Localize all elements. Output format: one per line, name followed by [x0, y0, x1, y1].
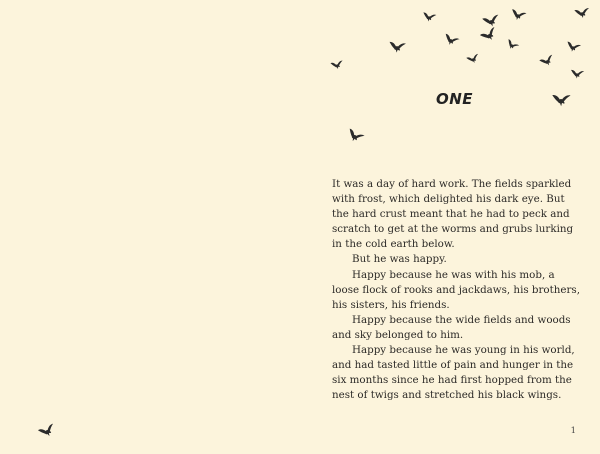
- paragraph: It was a day of hard work. The fields sparkled with frost, which delighted his dark eye. But the hard crust meant that he had to peck and scratch to get at the worms and grubs lurking in the cold earth below.: [332, 178, 574, 251]
- chapter-body-text: [332, 177, 580, 403]
- bird-icon: [441, 31, 461, 49]
- bird-icon: [465, 52, 481, 66]
- right-page: [300, 0, 600, 454]
- bird-icon: [344, 125, 367, 146]
- chapter-title: ONE: [436, 90, 474, 108]
- paragraph: Happy because he was young in his world, and had tasted little of pain and hunger in the six months since he had first hopped from the nest of twigs and stretched his black wings.: [332, 344, 575, 402]
- bird-icon: [573, 6, 590, 20]
- bird-icon: [387, 39, 407, 56]
- bird-icon: [503, 37, 520, 53]
- page-number: 1: [570, 426, 576, 436]
- bird-icon: [550, 91, 571, 108]
- bird-icon: [538, 53, 556, 69]
- bird-icon: [330, 59, 345, 71]
- paragraph: Happy because the wide fields and woods and sky belonged to him.: [332, 313, 571, 341]
- paragraph: But he was happy.: [352, 253, 447, 266]
- bird-icon: [421, 10, 438, 25]
- paragraph: Happy because he was with his mob, a loose flock of rooks and jackdaws, his brothers, his sisters, his friends.: [332, 268, 580, 311]
- bird-icon: [569, 67, 585, 81]
- bird-icon: [36, 421, 58, 440]
- bird-icon: [564, 39, 582, 55]
- bird-icon: [508, 6, 528, 23]
- bird-icon: [478, 25, 500, 45]
